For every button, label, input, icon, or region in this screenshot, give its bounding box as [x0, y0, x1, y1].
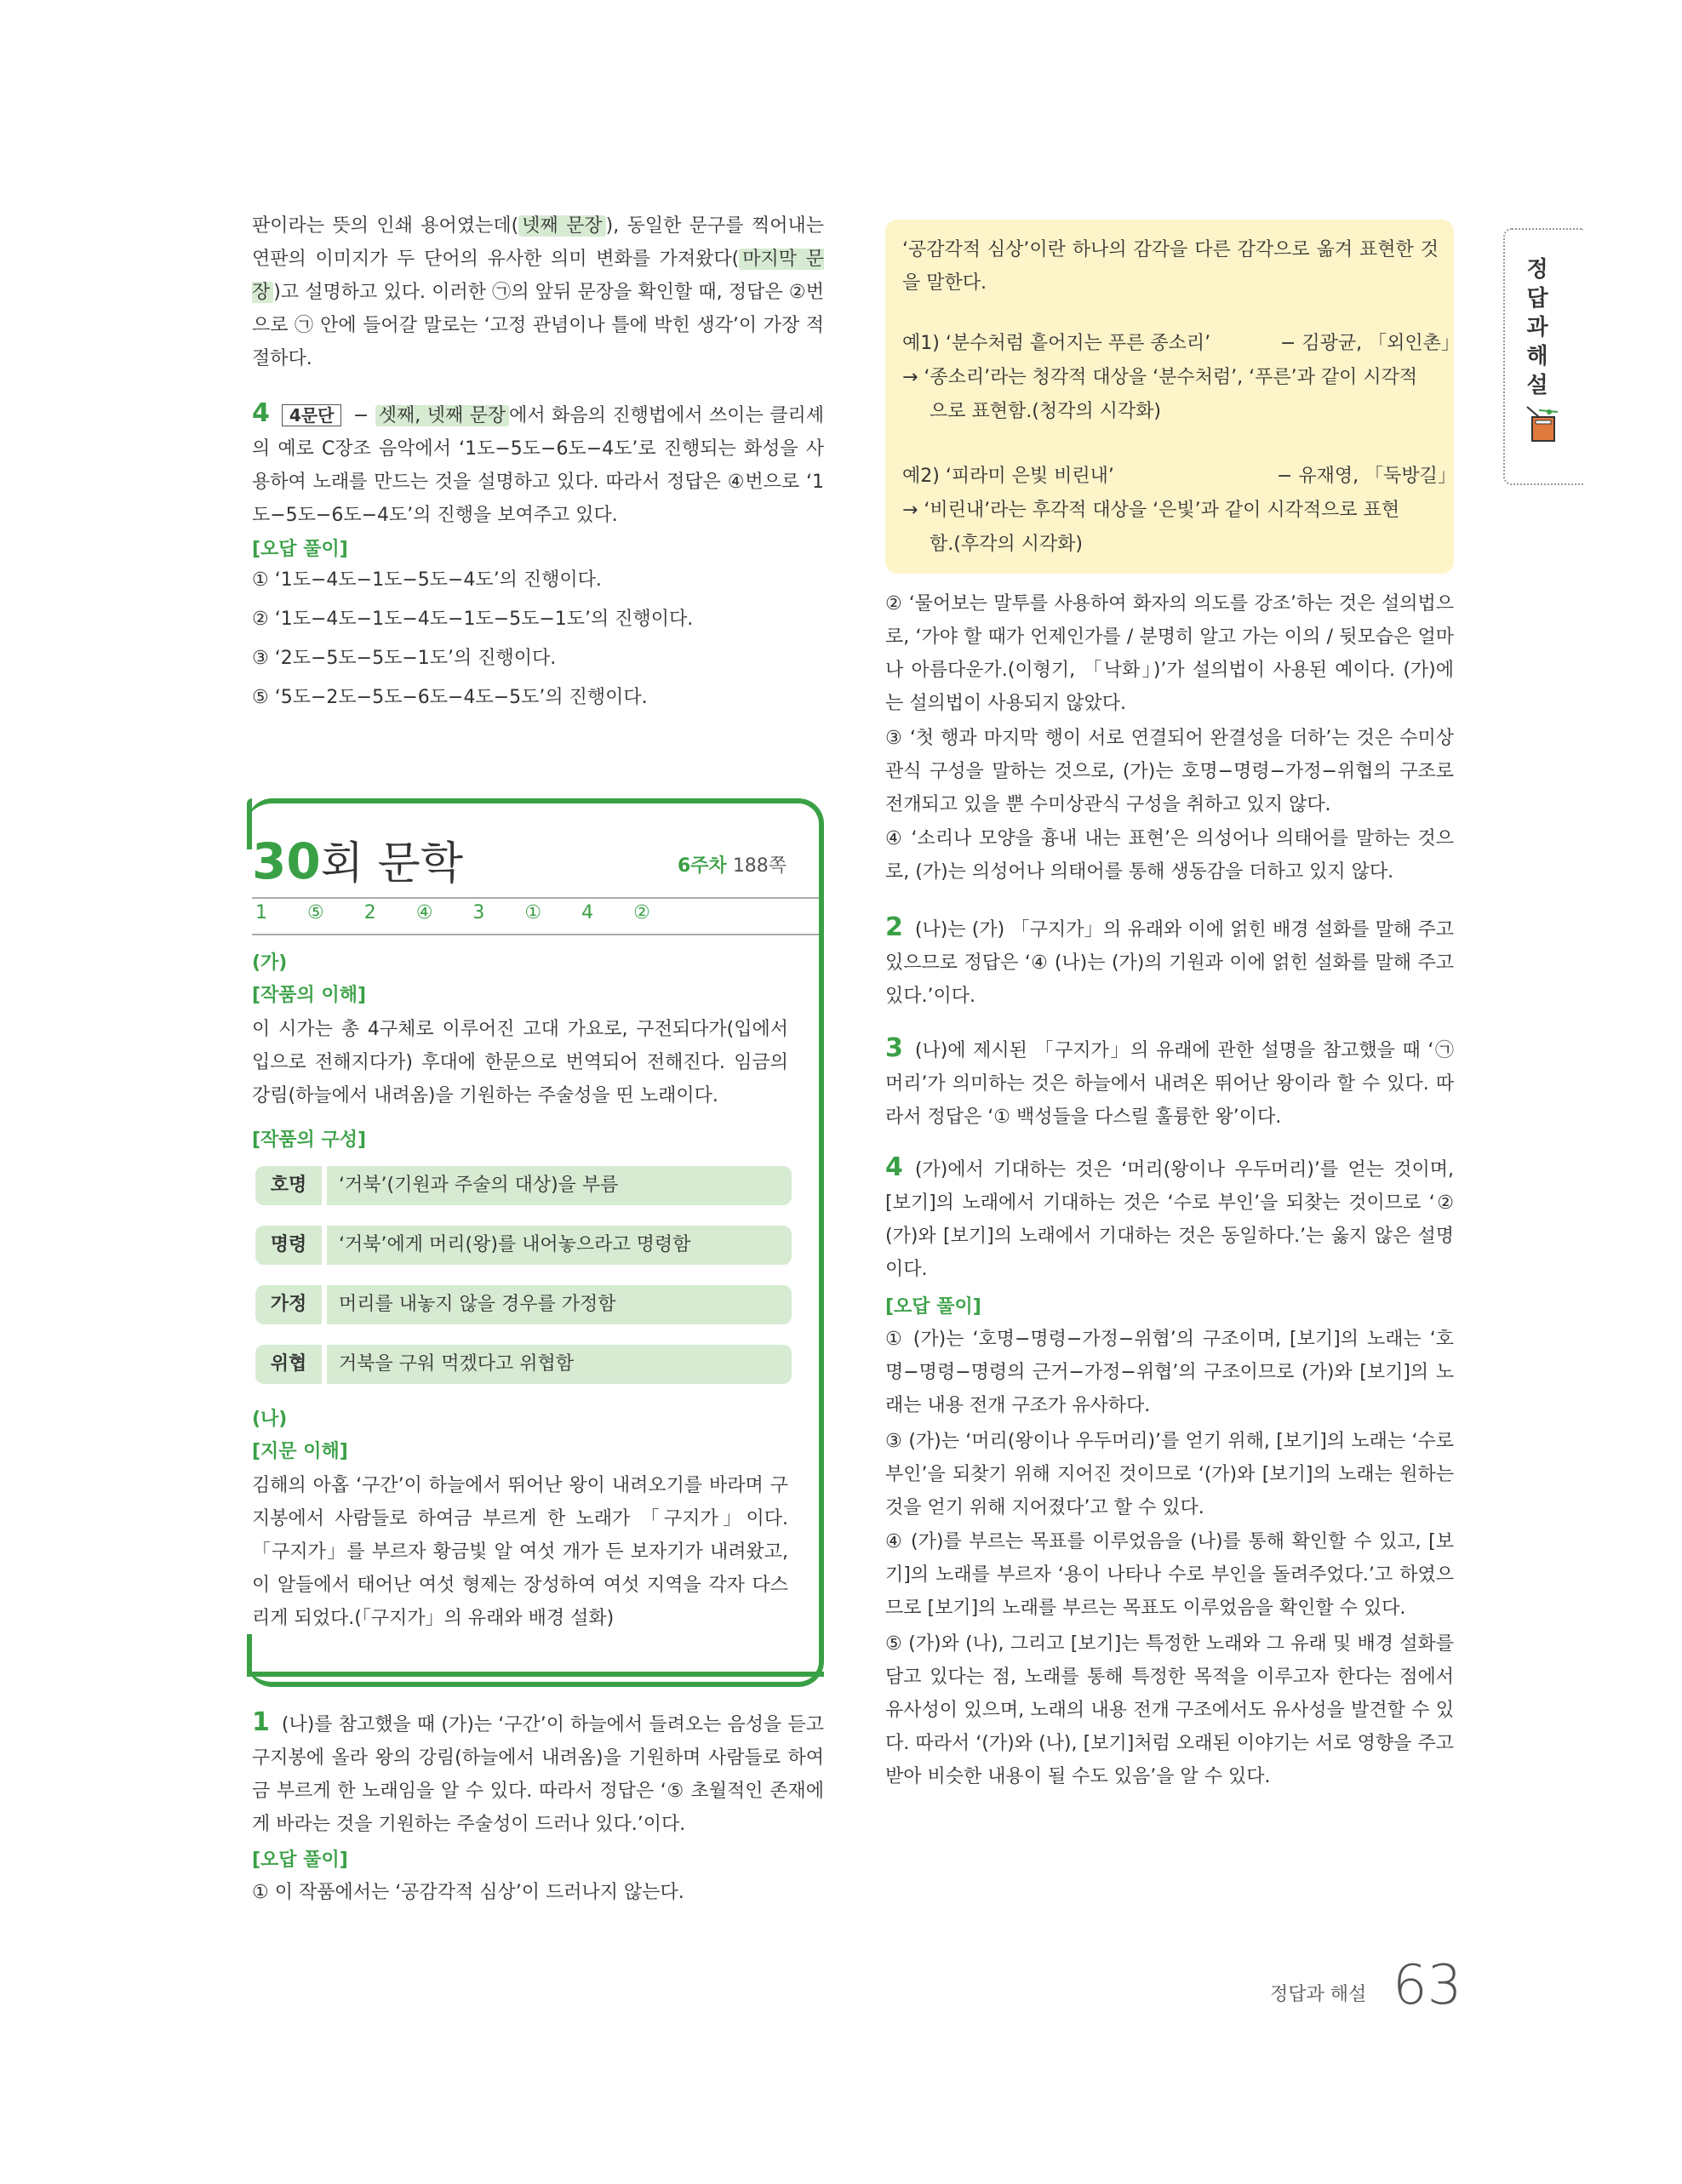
- wrong-answer-r4: ④ (가)를 부르는 목표를 이루었음을 (나)를 통해 확인할 수 있고, [보기]의 노래를 부르자 ‘용이 나타나 수로 부인을 돌려주었다.’고 하였으므로 [보기]의 노래를 부르는 목표도 이루었음을 확인할 수 있다.: [885, 1531, 1454, 1619]
- wrong-answer-title: [오답 풀이]: [885, 1296, 981, 1318]
- structure-value: 거북을 구워 먹겠다고 위협함: [327, 1345, 792, 1384]
- wrong-answer-3: ③ ‘첫 행과 마지막 행이 서로 연결되어 완결성을 더하’는 것은 수미상관식 구성을 말하는 것으로, (가)는 호명−명령−가정−위협의 구조로 전개되고 있을 뿐 수미상관식 구성을 취하고 있지 않다.: [885, 728, 1454, 815]
- wrong-answer-r1: ① (가)는 ‘호명−명령−가정−위협’의 구조이며, [보기]의 노래는 ‘호명−명령−명령의 근거−가정−위협’의 구조이므로 (가)와 [보기]의 노래는 내용 전개 구조가 유사하다.: [885, 1329, 1454, 1416]
- structure-value: 머리를 내놓지 않을 경우를 가정함: [327, 1285, 792, 1324]
- intro-highlight-1: 넷째 문장: [518, 215, 605, 237]
- question-number: 4: [252, 398, 270, 428]
- lesson-number: 30: [252, 832, 321, 890]
- structure-key: 위협: [255, 1345, 322, 1384]
- structure-value: ‘거북’(기원과 주술의 대상)을 부름: [327, 1166, 792, 1205]
- answer-key: 1 ⑤ 2 ④ 3 ① 4 ②: [255, 902, 650, 923]
- note-source: − 김광균, 「외인촌」: [1280, 333, 1460, 354]
- book-icon: [1524, 403, 1561, 443]
- lesson-box-bottom: [247, 1672, 824, 1677]
- question-number: 2: [885, 912, 903, 942]
- wrong-answer-2: ② ‘물어보는 말투를 사용하여 화자의 의도를 강조’하는 것은 설의법으로, ‘가야 할 때가 언제인가를 / 분명히 알고 가는 이의 / 뒷모습은 얼마나 아름다운가.(이형기, 「낙화」)’가 설의법이 사용된 예이다. (가)에는 설의법이 사용되지 않았다.: [885, 593, 1454, 714]
- wrong-item: ⑤ ‘5도−2도−5도−6도−4도−5도’의 진행이다.: [252, 687, 648, 708]
- structure-value: ‘거북’에게 머리(왕)를 내어놓으라고 명령함: [327, 1226, 792, 1265]
- structure-row: [255, 1166, 792, 1205]
- note-line: → ‘종소리’라는 청각적 대상을 ‘분수처럼’, ‘푸른’과 같이 시각적: [902, 367, 1418, 388]
- question-2-text: (나)는 (가) 「구지가」의 유래와 이에 얽힌 배경 설화를 말해 주고 있으므로 정답은 ‘④ (나)는 (가)의 기원과 이에 얽힌 설화를 말해 주고 있다.’이다.: [885, 919, 1454, 1007]
- wrong-answer-4: ④ ‘소리나 모양을 흉내 내는 표현’은 의성어나 의태어를 말하는 것으로, (가)는 의성어나 의태어를 통해 생동감을 더하고 있지 않다.: [885, 828, 1454, 883]
- question-3: [885, 1032, 1454, 1134]
- divider: [252, 897, 819, 899]
- section-ga: (가): [252, 952, 288, 974]
- page-ref: 188쪽: [732, 855, 787, 877]
- question-4-text: 에서 화음의 진행법에서 쓰이는 클리셰의 예로 C장조 음악에서 ‘1도−5도−6도−4도’로 진행되는 화성을 사용하여 노래를 만드는 것을 설명하고 있다. 따라서 정답은 ④번으로 ‘1도−5도−6도−4도’의 진행을 보여주고 있다.: [252, 405, 824, 526]
- note-line: 으로 표현함.(청각의 시각화): [930, 401, 1161, 422]
- understand-text: 이 시가는 총 4구체로 이루어진 고대 가요로, 구전되다가(입에서 입으로 전해지다가) 후대에 한문으로 번역되어 전해진다. 임금의 강림(하늘에서 내려옴)을 기원하는 주술성을 띤 노래이다.: [252, 1019, 788, 1106]
- question-4-left: [252, 397, 824, 532]
- lesson-box-corner: [247, 1634, 252, 1677]
- intro-paragraph: [252, 209, 824, 375]
- note-source: − 유재영, 「둑방길」: [1277, 466, 1456, 487]
- structure-key: 명령: [255, 1226, 322, 1265]
- lesson-title-text: 회 문학: [320, 838, 463, 889]
- wrong-answer-title: [오답 풀이]: [252, 1850, 348, 1871]
- note-line: 함.(후각의 시각화): [930, 534, 1083, 555]
- note-line: → ‘비린내’라는 후각적 대상을 ‘은빛’과 같이 시각적으로 표현: [902, 500, 1400, 521]
- structure-title: [작품의 구성]: [252, 1129, 367, 1151]
- wrong-item: ② ‘1도−4도−1도−4도−1도−5도−1도’의 진행이다.: [252, 609, 694, 630]
- text-title: [지문 이해]: [252, 1441, 348, 1462]
- paragraph-label: 4문단: [282, 404, 342, 426]
- section-tab-label: 정답과해설: [1526, 257, 1548, 398]
- note-intro: ‘공감각적 심상’이란 하나의 감각을 다른 감각으로 옮겨 표현한 것을 말한다.: [902, 239, 1439, 294]
- structure-row: [255, 1285, 792, 1324]
- question-number: 4: [885, 1152, 903, 1182]
- text-body: 김해의 아홉 ‘구간’이 하늘에서 뛰어난 왕이 내려오기를 바라며 구지봉에서 사람들로 하여금 부르게 한 노래가 「구지가」이다. 「구지가」를 부르자 황금빛 알 여섯 개가 든 보자기가 내려왔고, 이 알들에서 태어난 여섯 형제는 장성하여 여섯 지역을 각자 다스리게 되었다.(「구지가」의 유래와 배경 설화): [252, 1475, 788, 1629]
- intro-text-2: ), 동일한 문구를 찍어내는 연판의 이미지가 두 단어의 유사한 의미 변화를 가져왔다(: [252, 215, 824, 270]
- question-4-right: [885, 1151, 1454, 1286]
- understand-title: [작품의 이해]: [252, 985, 367, 1006]
- section-na: (나): [252, 1409, 288, 1430]
- intro-highlight-2: 마지막 문장: [252, 249, 824, 303]
- question-1: [252, 1706, 824, 1841]
- wrong-answer-title: [오답 풀이]: [252, 539, 348, 560]
- question-2: [885, 911, 1454, 1013]
- wrong-answer-r5: ⑤ (가)와 (나), 그리고 [보기]는 특정한 노래와 그 유래 및 배경 설화를 담고 있다는 점, 노래를 통해 특정한 목적을 이루고자 한다는 점에서 유사성이 있으며, 노래의 내용 전개 구조에서도 유사성을 발견할 수 있다. 따라서 ‘(가)와 (나), [보기]처럼 오래된 이야기는 서로 영향을 주고받아 비슷한 내용이 될 수도 있음’을 알 수 있다.: [885, 1633, 1454, 1787]
- structure-row: [255, 1345, 792, 1384]
- wrong-item: ① 이 작품에서는 ‘공감각적 심상’이 드러나지 않는다.: [252, 1882, 684, 1903]
- question-number: 3: [885, 1033, 903, 1063]
- week-label: 6주차: [678, 855, 727, 877]
- highlight-sentence: 셋째, 넷째 문장: [375, 405, 509, 426]
- intro-text-3: )고 설명하고 있다. 이러한 ㉠의 앞뒤 문장을 확인할 때, 정답은 ②번으로 ㉠ 안에 들어갈 말로는 ‘고정 관념이나 틀에 박힌 생각’이 가장 적절하다.: [252, 282, 824, 369]
- footer-label: 정답과 해설: [1270, 1984, 1367, 2005]
- lesson-title: [252, 827, 463, 891]
- question-3-text: (나)에 제시된 「구지가」의 유래에 관한 설명을 참고했을 때 ‘㉠머리’가 의미하는 것은 하늘에서 내려온 뛰어난 왕이라 할 수 있다. 따라서 정답은 ‘① 백성들을 다스릴 훌륭한 왕’이다.: [885, 1040, 1454, 1128]
- question-1-text: (나)를 참고했을 때 (가)는 ‘구간’이 하늘에서 들려오는 음성을 듣고 구지봉에 올라 왕의 강림(하늘에서 내려옴)을 기원하며 사람들로 하여금 부르게 한 노래임을 알 수 있다. 따라서 정답은 ‘⑤ 초월적인 존재에게 바라는 것을 기원하는 주술성이 드러나 있다.’이다.: [252, 1714, 824, 1835]
- wrong-answer-r3: ③ (가)는 ‘머리(왕이나 우두머리)’를 얻기 위해, [보기]의 노래는 ‘수로 부인’을 되찾기 위해 지어진 것이므로 ‘(가)와 [보기]의 노래는 원하는 것을 얻기 위해 지어졌다’고 할 수 있다.: [885, 1431, 1454, 1518]
- wrong-item: ① ‘1도−4도−1도−5도−4도’의 진행이다.: [252, 569, 602, 591]
- divider: [252, 934, 819, 935]
- structure-key: 호명: [255, 1166, 322, 1205]
- structure-key: 가정: [255, 1285, 322, 1324]
- question-number: 1: [252, 1707, 270, 1737]
- lesson-week: [678, 851, 787, 878]
- note-example: 예1) ‘분수처럼 흩어지는 푸른 종소리’: [902, 333, 1211, 354]
- question-4-right-text: (가)에서 기대하는 것은 ‘머리(왕이나 우두머리)’를 얻는 것이며, [보기]의 노래에서 기대하는 것은 ‘수로 부인’을 되찾는 것이므로 ‘② (가)와 [보기]의 노래에서 기대하는 것은 동일하다.’는 옳지 않은 설명이다.: [885, 1159, 1454, 1280]
- dash: −: [346, 405, 375, 426]
- structure-row: [255, 1226, 792, 1265]
- intro-text-1: 판이라는 뜻의 인쇄 용어였는데(: [252, 215, 519, 237]
- wrong-item: ③ ‘2도−5도−5도−1도’의 진행이다.: [252, 648, 557, 669]
- note-example: 예2) ‘피라미 은빛 비린내’: [902, 466, 1114, 487]
- page-number: 63: [1393, 1954, 1462, 2017]
